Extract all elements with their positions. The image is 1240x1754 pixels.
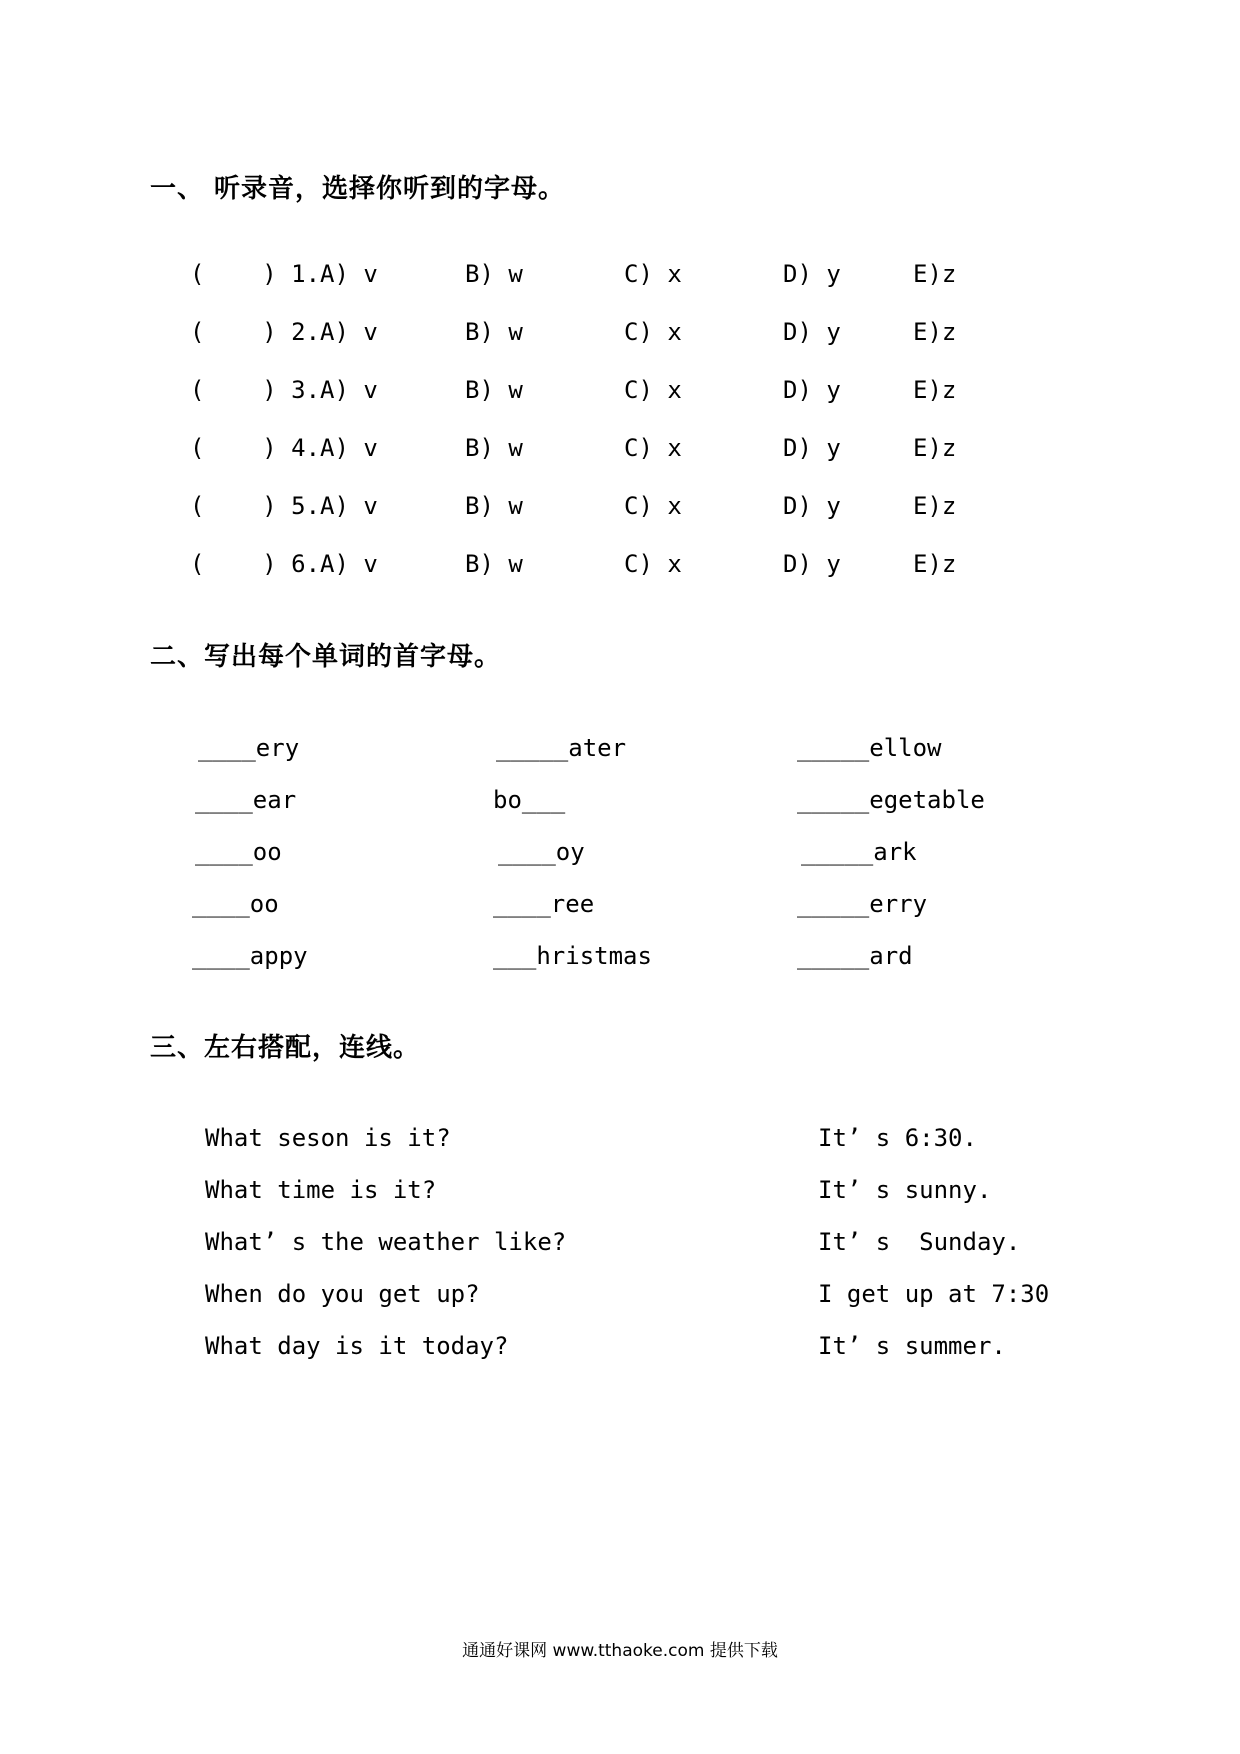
option-b: B) w xyxy=(465,376,523,404)
word-blank: _____erry xyxy=(797,890,928,918)
option-d: D) y xyxy=(783,318,841,346)
option-d: D) y xyxy=(783,376,841,404)
question-item: What’ s the weather like? xyxy=(205,1228,567,1256)
choice-number: ( ) 6.A) v xyxy=(190,550,378,578)
option-d: D) y xyxy=(783,550,841,578)
word-blank: bo___ xyxy=(493,786,566,814)
choice-number: ( ) 3.A) v xyxy=(190,376,378,404)
footer-credit: 通通好课网 www.tthaoke.com 提供下载 xyxy=(462,1641,778,1661)
answer-item: It’ s sunny. xyxy=(818,1176,992,1204)
option-c: C) x xyxy=(624,434,682,462)
option-b: B) w xyxy=(465,260,523,288)
choice-number: ( ) 1.A) v xyxy=(190,260,378,288)
word-blank: ____oy xyxy=(498,838,585,866)
option-d: D) y xyxy=(783,260,841,288)
section3-heading: 三、左右搭配，连线。 xyxy=(150,1033,421,1063)
option-d: D) y xyxy=(783,492,841,520)
option-e: E)z xyxy=(913,260,957,288)
question-item: What seson is it? xyxy=(205,1124,451,1152)
word-blank: ___hristmas xyxy=(493,942,652,970)
word-blank: ____ree xyxy=(493,890,595,918)
word-blank: _____egetable xyxy=(797,786,985,814)
choice-number: ( ) 4.A) v xyxy=(190,434,378,462)
section2-heading: 二、写出每个单词的首字母。 xyxy=(150,642,502,672)
option-d: D) y xyxy=(783,434,841,462)
choice-number: ( ) 5.A) v xyxy=(190,492,378,520)
option-b: B) w xyxy=(465,550,523,578)
section1-heading: 一、 听录音，选择你听到的字母。 xyxy=(150,174,566,204)
word-blank: ____oo xyxy=(195,838,282,866)
word-blank: ____appy xyxy=(192,942,308,970)
option-e: E)z xyxy=(913,492,957,520)
choice-number: ( ) 2.A) v xyxy=(190,318,378,346)
option-c: C) x xyxy=(624,260,682,288)
answer-item: It’ s 6:30. xyxy=(818,1124,977,1152)
answer-item: It’ s summer. xyxy=(818,1332,1006,1360)
word-blank: _____ellow xyxy=(797,734,942,762)
word-blank: ____oo xyxy=(192,890,279,918)
word-blank: ____ear xyxy=(195,786,297,814)
option-c: C) x xyxy=(624,376,682,404)
option-e: E)z xyxy=(913,318,957,346)
question-item: What time is it? xyxy=(205,1176,437,1204)
option-e: E)z xyxy=(913,434,957,462)
option-e: E)z xyxy=(913,550,957,578)
word-blank: ____ery xyxy=(198,734,300,762)
option-b: B) w xyxy=(465,318,523,346)
option-c: C) x xyxy=(624,492,682,520)
option-c: C) x xyxy=(624,550,682,578)
question-item: When do you get up? xyxy=(205,1280,480,1308)
word-blank: _____ard xyxy=(797,942,913,970)
option-b: B) w xyxy=(465,434,523,462)
word-blank: _____ark xyxy=(801,838,917,866)
option-c: C) x xyxy=(624,318,682,346)
option-e: E)z xyxy=(913,376,957,404)
answer-item: It’ s Sunday. xyxy=(818,1228,1021,1256)
word-blank: _____ater xyxy=(496,734,627,762)
option-b: B) w xyxy=(465,492,523,520)
answer-item: I get up at 7:30 xyxy=(818,1280,1050,1308)
question-item: What day is it today? xyxy=(205,1332,509,1360)
